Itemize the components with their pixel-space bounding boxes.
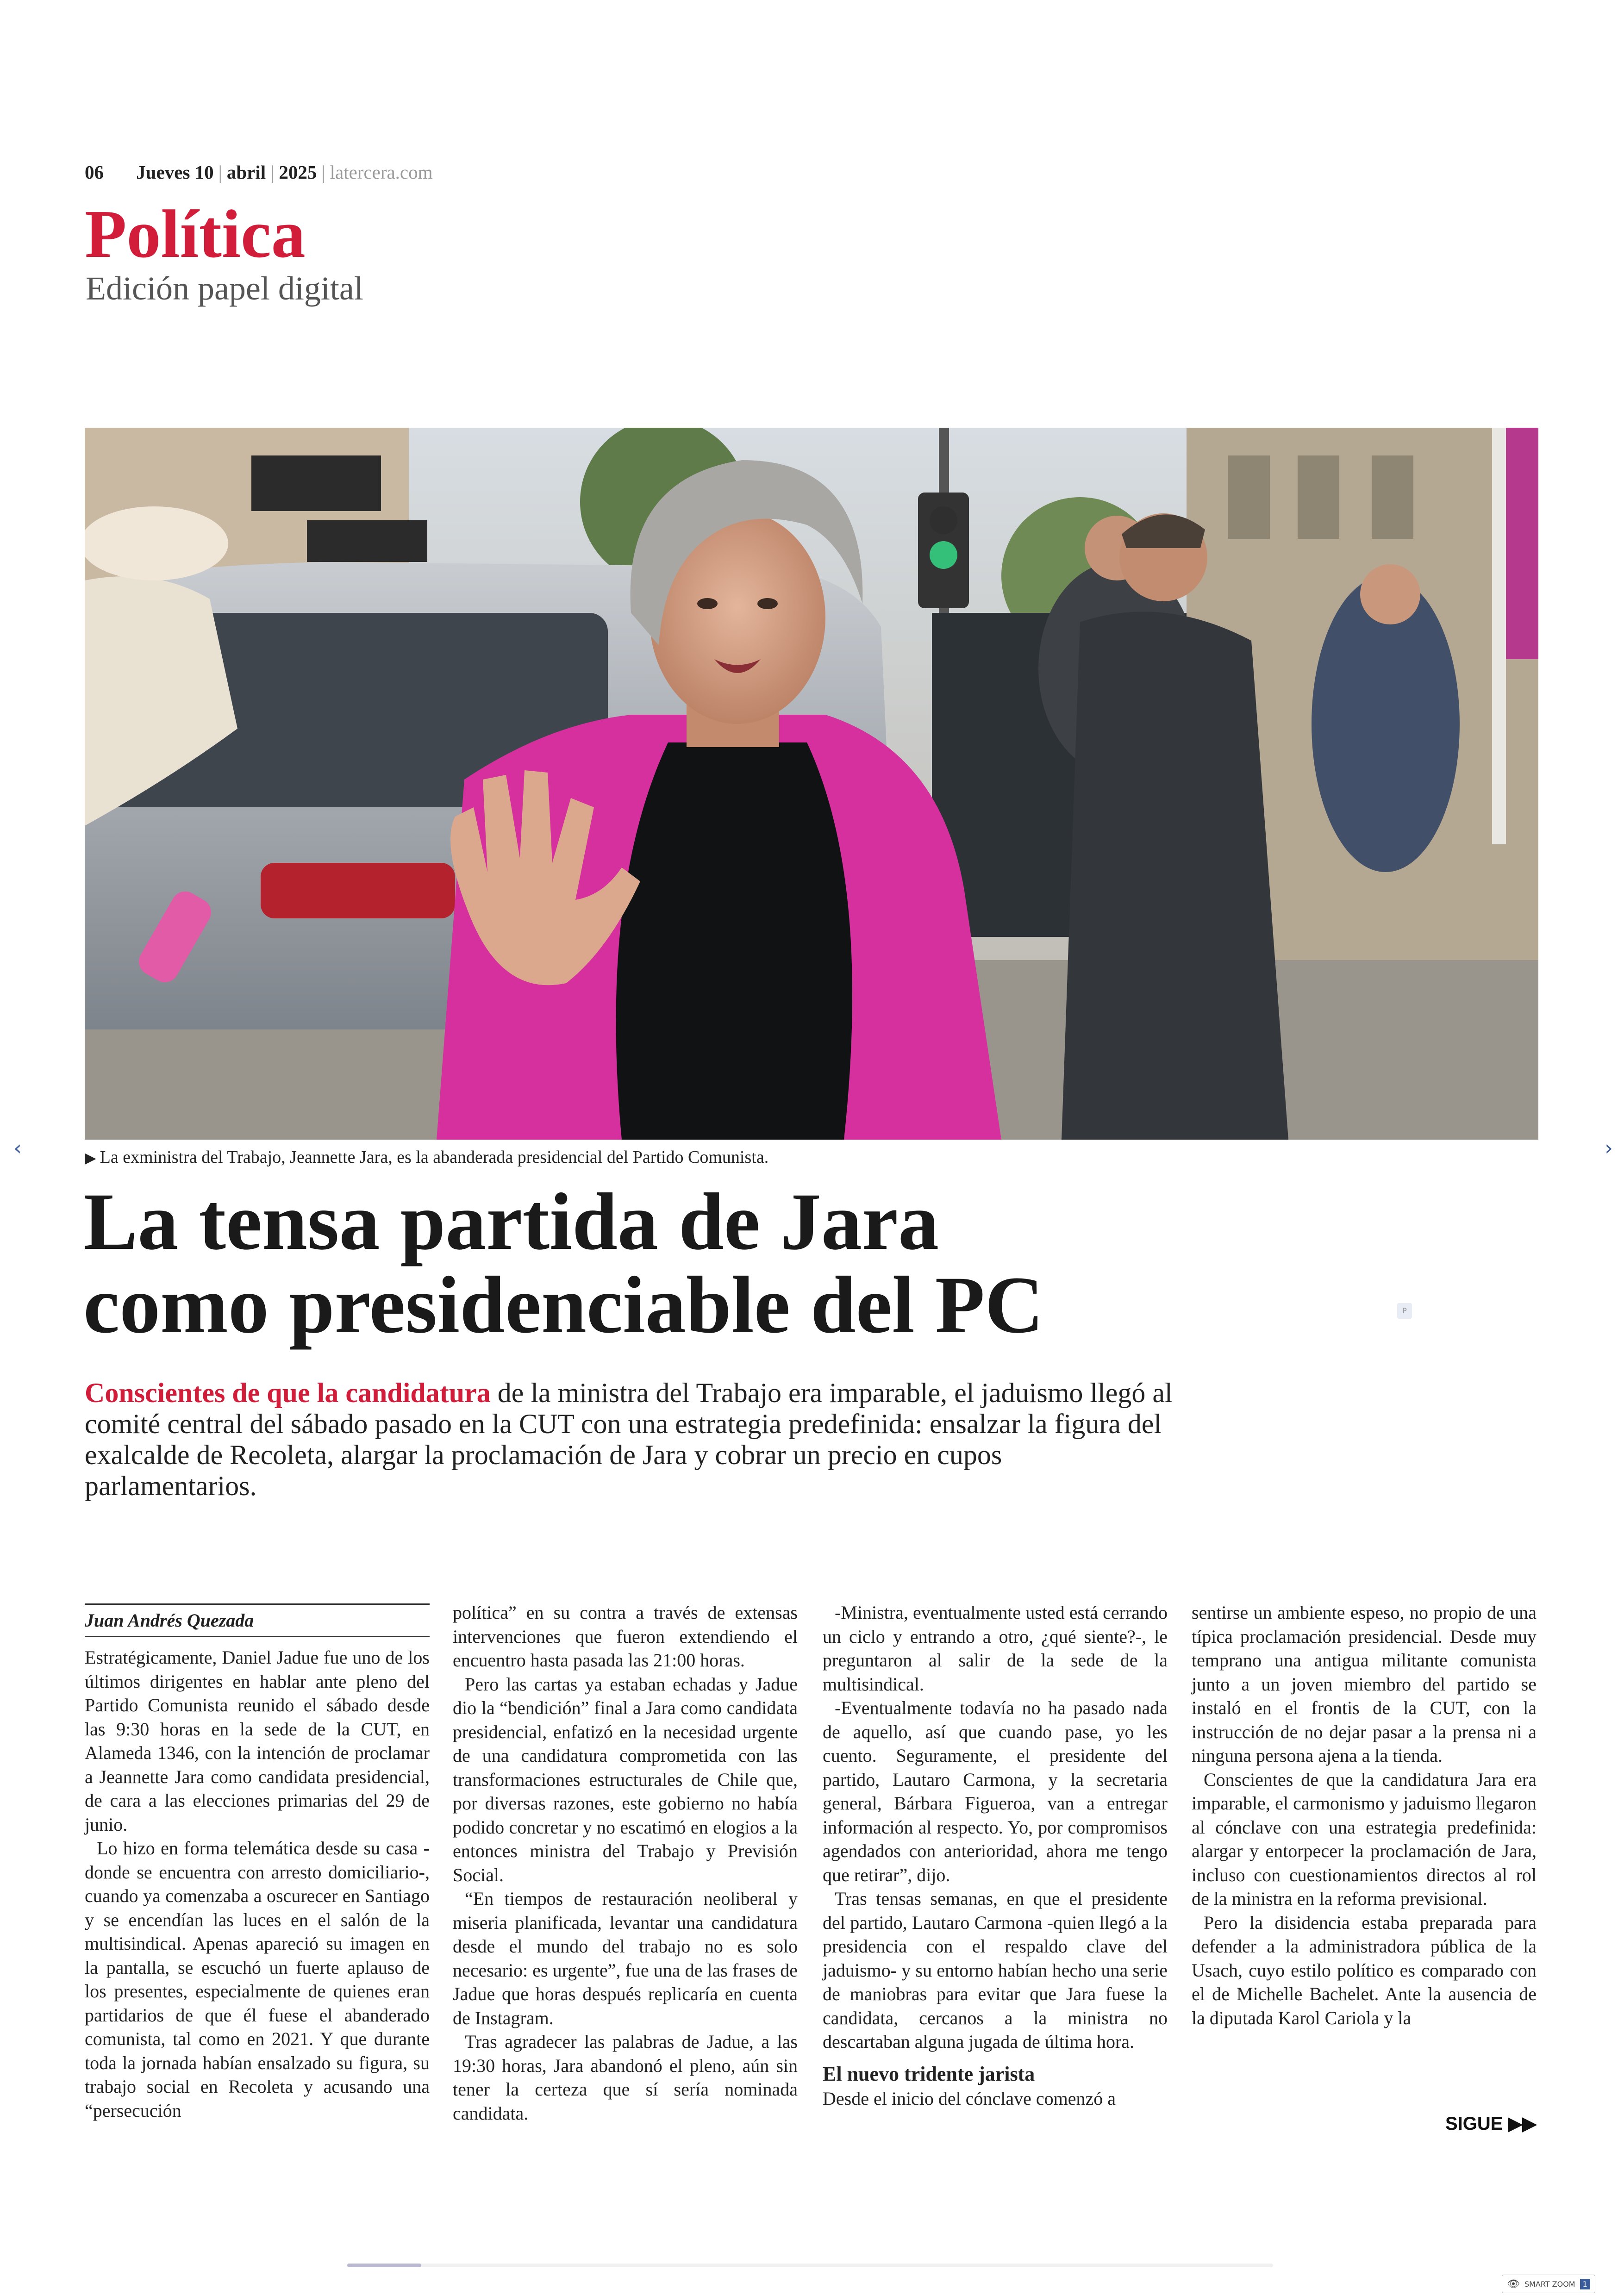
site-link[interactable]: latercera.com <box>330 162 433 183</box>
headline-line-1: La tensa partida de Jara <box>83 1177 939 1267</box>
prev-page-button[interactable]: ‹ <box>13 1136 22 1160</box>
body-column-3 <box>823 1601 1168 2111</box>
paragraph: Pero las cartas ya estaban echadas y Jadue dio la “bendición” final a Jara como candidata presidencial, enfatizó en la necesidad urgente de una candidatura comprometida con las transformaciones estructurales de Chile que, por diversas razones, este gobierno no había podido concretar y no escatimó en elogios a la entonces ministra del Trabajo y Previsión Social. <box>453 1673 798 1885</box>
paragraph: política” en su contra a través de extensas intervenciones que fueron extendiendo el encuentro hasta pasada las 21:00 horas. <box>453 1602 798 1671</box>
caption-marker-icon: ▶ <box>85 1149 96 1166</box>
body-column-2 <box>453 1601 798 2125</box>
zoom-page-badge: 1 <box>1580 2279 1590 2289</box>
lead-text: de la ministra del Trabajo era imparable, el jaduismo llegó al comité central del sábado pasado en la CUT con una estrategia predefinida: ensalzar la figura del exalcalde de Recoleta, alargar la proclamación de Jara y cobrar un precio en cupos parlamentarios. <box>85 1378 1173 1501</box>
separator: | <box>321 162 325 183</box>
article-lead <box>85 1378 1177 1502</box>
caption-text: La exministra del Trabajo, Jeannette Jara, es la abanderada presidencial del Partido Comunista. <box>100 1148 769 1167</box>
paragraph: Pero la disidencia estaba preparada para defender a la administradora pública de la Usach, cuyo estilo político es comparado con el de Michelle Bachelet. Ante la ausencia de la diputada Karol Cariola y la <box>1192 1912 1537 2028</box>
photo-illustration <box>85 428 1538 1140</box>
separator: | <box>218 162 222 183</box>
body-column-1 <box>85 1646 430 2122</box>
paragraph: Desde el inicio del cónclave comenzó a <box>823 2088 1116 2109</box>
lead-highlight: Conscientes de que la candidatura <box>85 1378 491 1408</box>
smart-zoom-button[interactable] <box>1502 2275 1595 2293</box>
body-column-4 <box>1192 1601 1537 2030</box>
page-number: 06 <box>85 162 104 183</box>
section-subhead: El nuevo tridente jarista <box>823 2062 1035 2085</box>
masthead <box>85 161 433 183</box>
article-headline <box>83 1177 1287 1350</box>
paragraph: Tras tensas semanas, en que el presidente del partido, Lautaro Carmona -quien llegó a la presidencia con el respaldo clave del jaduismo- y su entorno habían hecho una serie de maniobras para evitar que Jara fuese la candidata, cercanos a la ministra no descartaban alguna jugada de última hora. <box>823 1888 1168 2052</box>
photo-caption <box>85 1147 768 1167</box>
byline: Juan Andrés Quezada <box>85 1603 430 1637</box>
article-photo <box>85 428 1538 1140</box>
scrollbar-thumb[interactable] <box>347 2264 421 2267</box>
paragraph: Lo hizo en forma telemática desde su casa -donde se encuentra con arresto domiciliario-, cuando ya comenzaba a oscurecer en Santiago y se encendían las luces en el salón de la multisindical. Apenas apareció su imagen en la pantalla, se escuchó un fuerte aplauso de los presentes, especialmente de quienes eran partidarios de que él fuese el abanderado comunista, tal como en 2021. Y que durante toda la jornada habían ensalzado su figura, su trabajo social en Recoleta y acusando una “persecución <box>85 1838 430 2121</box>
date-day: Jueves 10 <box>136 162 214 183</box>
separator: | <box>270 162 275 183</box>
scrollbar-track[interactable] <box>347 2264 1273 2267</box>
section-title: Política <box>85 196 306 272</box>
next-page-button[interactable]: › <box>1605 1136 1613 1160</box>
continue-link[interactable]: SIGUE ▶▶ <box>1445 2114 1537 2134</box>
edition-label: Edición papel digital <box>86 270 363 307</box>
date-month: abril <box>226 162 266 183</box>
paragraph: “En tiempos de restauración neoliberal y miseria planificada, levantar una candidatura desde el mundo del trabajo no es solo necesario: es urgente”, fue una de las frases de Jadue que horas después replicaría en cuenta de Instagram. <box>453 1888 798 2028</box>
page-marker-icon[interactable]: P <box>1397 1303 1412 1319</box>
paragraph: Tras agradecer las palabras de Jadue, a las 19:30 horas, Jara abandonó el pleno, aún sin tener la certeza que sí sería nominada candidata. <box>453 2031 798 2124</box>
paragraph: Estratégicamente, Daniel Jadue fue uno de los últimos dirigentes en hablar ante pleno del Partido Comunista reunido el sábado desde las 9:30 horas en la sede de la CUT, en Alameda 1346, con la intención de proclamar a Jeannette Jara como candidata presidencial, de cara a las elecciones primarias del 29 de junio. <box>85 1647 430 1835</box>
paragraph: sentirse un ambiente espeso, no propio de una típica proclamación presidencial. Desde muy temprano una antigua militante comunista junto a un joven miembro del partido se instaló en el frontis de la CUT, con la instrucción de no dejar pasar a la prensa ni a ninguna persona ajena a la tienda. <box>1192 1602 1537 1766</box>
eye-icon: 👁 <box>1507 2278 1520 2290</box>
paragraph: -Eventualmente todavía no ha pasado nada de aquello, así que cuando pase, yo les cuento. Seguramente, el presidente del partido, Lautaro Carmona, y la secretaria general, Bárbara Figueroa, van a entregar información al respecto. Yo, por compromisos agendados con anterioridad, ahora me tengo que retirar”, dijo. <box>823 1697 1168 1885</box>
paragraph: Conscientes de que la candidatura Jara era imparable, el carmonismo y jaduismo llegaron al cónclave con una estrategia predefinida: alargar y entorpecer la proclamación de Jara, incluso con cuestionamientos directos al rol de la ministra en la reforma previsional. <box>1192 1769 1537 1909</box>
date-year: 2025 <box>279 162 317 183</box>
paragraph: -Ministra, eventualmente usted está cerrando un ciclo y entrando a otro, ¿qué siente?-, le preguntaron al salir de la sede de la multisindical. <box>823 1602 1168 1695</box>
headline-line-2: como presidenciable del PC <box>83 1260 1044 1350</box>
smart-zoom-label: SMART ZOOM <box>1524 2279 1575 2289</box>
